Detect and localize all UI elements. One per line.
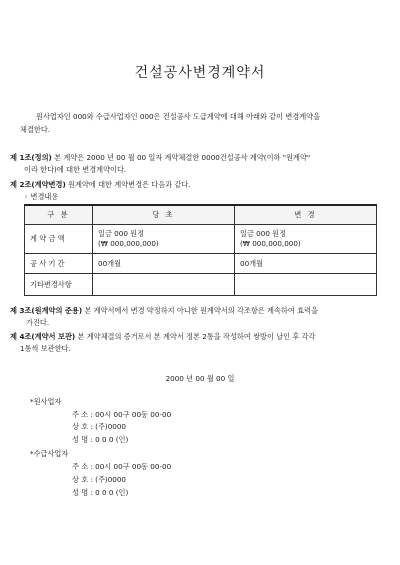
cell-original — [93, 225, 235, 254]
article-1 — [10, 153, 310, 163]
table-row — [25, 254, 377, 274]
cell-changed: 00개월 — [235, 254, 377, 274]
cell-changed-line: (₩ 000,000,000) — [240, 239, 301, 248]
article-1-text: 본 계약은 2000 년 00 월 00 일자 계약체결한 0000건설공사 계약(이하 "원계약" — [51, 153, 311, 162]
article-4 — [10, 332, 315, 342]
article-4-line-2: 1통씩 보관한다. — [20, 344, 71, 353]
article-3-heading: 제 3조(원계약의 준용) — [10, 306, 83, 315]
article-4-text: 본 계약체결의 증거로서 본 계약서 정본 2통을 작성하여 쌍방이 날인 후 각각 — [75, 332, 316, 341]
article-2-text: 원계약에 대한 계약변경은 다음과 같다. — [65, 180, 191, 189]
header-category: 구 분 — [25, 205, 93, 225]
cell-original: 00개월 — [93, 254, 235, 274]
article-1-line-2: 이라 한다)에 대한 변경계약이다. — [24, 165, 127, 174]
change-table — [24, 204, 377, 296]
cell-original-line: 일금 000 원정 — [98, 229, 145, 238]
header-original: 당 초 — [93, 205, 235, 225]
table-row — [25, 274, 377, 296]
article-3-line-2: 가진다. — [26, 318, 50, 327]
article-4-heading: 제 4조(계약서 보관) — [10, 332, 76, 341]
row-label: 공 사 기 간 — [25, 254, 93, 274]
header-changed: 변 경 — [235, 205, 377, 225]
party2-title: *수급사업자 — [30, 449, 69, 458]
table-row — [25, 225, 377, 254]
article-1-heading: 제 1조(정의) — [10, 153, 52, 162]
party2-address: 주 소 : 00시 00구 00동 00-00 — [72, 462, 172, 471]
cell-original-line: (₩ 000,000,000) — [98, 239, 159, 248]
article-2 — [10, 180, 191, 190]
party1-name: 성 명 : 0 0 0 (인) — [72, 435, 129, 444]
change-content-label: ◦ 변경내용 — [24, 192, 59, 201]
party2-company: 상 호 : (주)0000 — [72, 475, 127, 484]
table-header-row — [25, 205, 377, 225]
party1-company: 상 호 : (주)0000 — [72, 422, 127, 431]
row-label: 기타변경사항 — [25, 274, 93, 296]
article-3-text: 본 계약서에서 변경 약정하지 아니한 원계약서의 각조항은 계속하여 효력을 — [82, 306, 318, 315]
document-title: 건설공사변경계약서 — [134, 65, 266, 81]
article-3 — [10, 306, 318, 316]
party1-title: *원사업자 — [30, 397, 62, 406]
party1-address: 주 소 : 00시 00구 00동 00-00 — [72, 410, 172, 419]
row-label: 계 약 금 액 — [25, 225, 93, 254]
intro-line-2: 체결한다. — [20, 125, 51, 134]
contract-date: 2000 년 00 월 00 일 — [165, 374, 235, 383]
party2-name: 성 명 : 0 0 0 (인) — [72, 488, 129, 497]
cell-original — [93, 274, 235, 296]
intro-line-1: 원사업자인 000와 수급사업자인 000은 건설공사 도급계약에 대해 아래와 같이 변경계약을 — [36, 112, 321, 121]
cell-changed-line: 일금 000 원정 — [240, 229, 287, 238]
article-2-heading: 제 2조(계약변경) — [10, 180, 66, 189]
cell-changed — [235, 274, 377, 296]
cell-changed — [235, 225, 377, 254]
